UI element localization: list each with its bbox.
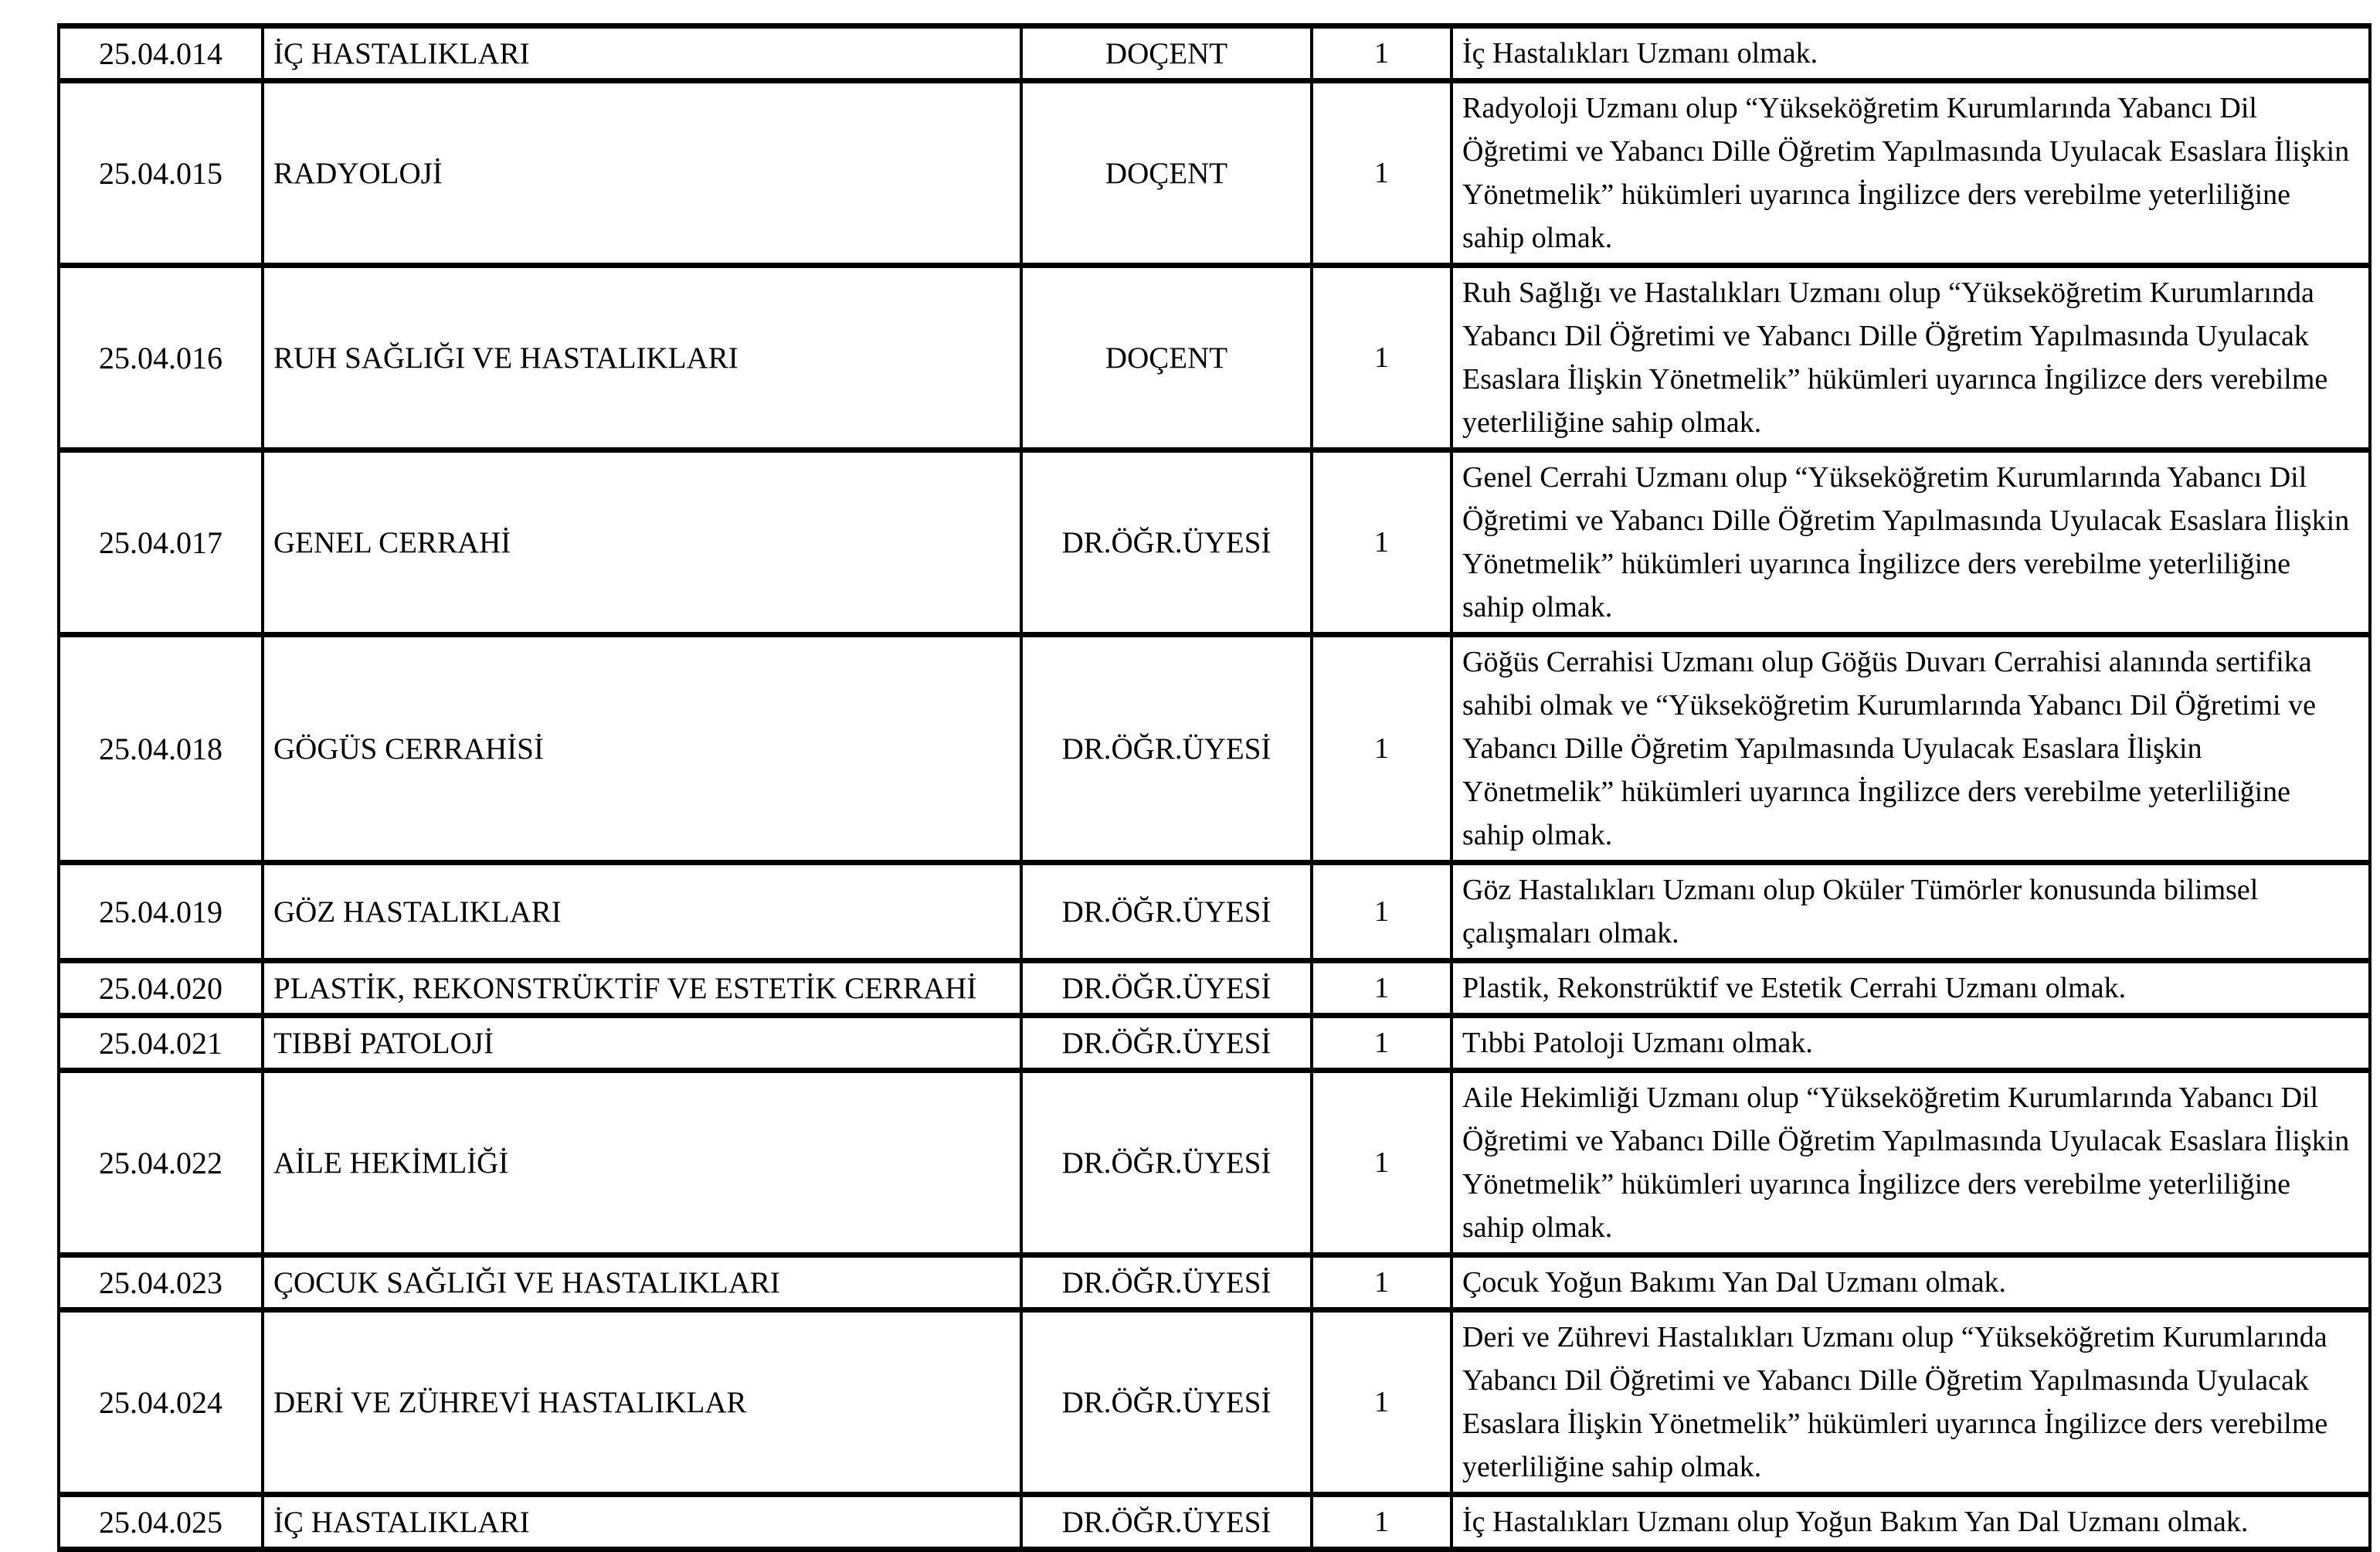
title-cell: DOÇENT (1021, 266, 1312, 450)
requirement-cell: Tıbbi Patoloji Uzmanı olmak. (1451, 1016, 2370, 1071)
code-cell: 25.04.024 (59, 1310, 263, 1495)
table-row (59, 1016, 2370, 1071)
table-row (59, 81, 2370, 266)
table-row (59, 1495, 2370, 1550)
code-cell: 25.04.023 (59, 1255, 263, 1310)
table-row (59, 1255, 2370, 1310)
code-cell: 25.04.018 (59, 635, 263, 863)
table-row (59, 961, 2370, 1016)
requirement-cell: Çocuk Yoğun Bakımı Yan Dal Uzmanı olmak. (1451, 1255, 2370, 1310)
department-cell: PLASTİK, REKONSTRÜKTİF VE ESTETİK CERRAHİ (263, 961, 1021, 1016)
department-cell: GENEL CERRAHİ (263, 450, 1021, 635)
title-cell: DR.ÖĞR.ÜYESİ (1021, 1071, 1312, 1255)
department-cell: DERİ VE ZÜHREVİ HASTALIKLAR (263, 1310, 1021, 1495)
requirement-cell: Göz Hastalıkları Uzmanı olup Oküler Tümörler konusunda bilimsel çalışmaları olmak. (1451, 863, 2370, 961)
department-cell: TIBBİ PATOLOJİ (263, 1016, 1021, 1071)
quota-cell: 1 (1312, 1016, 1451, 1071)
title-cell: DR.ÖĞR.ÜYESİ (1021, 450, 1312, 635)
quota-cell: 1 (1312, 26, 1451, 81)
department-cell: RUH SAĞLIĞI VE HASTALIKLARI (263, 266, 1021, 450)
quota-cell: 1 (1312, 266, 1451, 450)
table-row (59, 266, 2370, 450)
table-body (59, 26, 2370, 1550)
table-row (59, 863, 2370, 961)
requirement-cell: Ruh Sağlığı ve Hastalıkları Uzmanı olup “Yükseköğretim Kurumlarında Yabancı Dil Öğretimi ve Yabancı Dille Öğretim Yapılmasında Uyulacak Esaslara İlişkin Yönetmelik” hükümleri uyarınca İngilizce ders verebilme yeterliliğine sahip olmak. (1451, 266, 2370, 450)
code-cell: 25.04.020 (59, 961, 263, 1016)
code-cell: 25.04.017 (59, 450, 263, 635)
title-cell: DOÇENT (1021, 81, 1312, 266)
title-cell: DR.ÖĞR.ÜYESİ (1021, 961, 1312, 1016)
code-cell: 25.04.019 (59, 863, 263, 961)
requirement-cell: Plastik, Rekonstrüktif ve Estetik Cerrahi Uzmanı olmak. (1451, 961, 2370, 1016)
quota-cell: 1 (1312, 81, 1451, 266)
requirement-cell: Deri ve Zührevi Hastalıkları Uzmanı olup “Yükseköğretim Kurumlarında Yabancı Dil Öğretimi ve Yabancı Dille Öğretim Yapılmasında Uyulacak Esaslara İlişkin Yönetmelik” hükümleri uyarınca İngilizce ders verebilme yeterliliğine sahip olmak. (1451, 1310, 2370, 1495)
requirement-cell: Aile Hekimliği Uzmanı olup “Yükseköğretim Kurumlarında Yabancı Dil Öğretimi ve Yabancı Dille Öğretim Yapılmasında Uyulacak Esaslara İlişkin Yönetmelik” hükümleri uyarınca İngilizce ders verebilme yeterliliğine sahip olmak. (1451, 1071, 2370, 1255)
quota-cell: 1 (1312, 1310, 1451, 1495)
requirement-cell: İç Hastalıkları Uzmanı olup Yoğun Bakım Yan Dal Uzmanı olmak. (1451, 1495, 2370, 1550)
quota-cell: 1 (1312, 863, 1451, 961)
title-cell: DR.ÖĞR.ÜYESİ (1021, 1255, 1312, 1310)
department-cell: İÇ HASTALIKLARI (263, 1495, 1021, 1550)
title-cell: DR.ÖĞR.ÜYESİ (1021, 635, 1312, 863)
table-row (59, 26, 2370, 81)
title-cell: DR.ÖĞR.ÜYESİ (1021, 1495, 1312, 1550)
code-cell: 25.04.021 (59, 1016, 263, 1071)
title-cell: DR.ÖĞR.ÜYESİ (1021, 1310, 1312, 1495)
department-cell: GÖGÜS CERRAHİSİ (263, 635, 1021, 863)
academic-positions-table (57, 23, 2372, 1552)
title-cell: DR.ÖĞR.ÜYESİ (1021, 1016, 1312, 1071)
requirement-cell: Radyoloji Uzmanı olup “Yükseköğretim Kurumlarında Yabancı Dil Öğretimi ve Yabancı Dille Öğretim Yapılmasında Uyulacak Esaslara İlişkin Yönetmelik” hükümleri uyarınca İngilizce ders verebilme yeterliliğine sahip olmak. (1451, 81, 2370, 266)
quota-cell: 1 (1312, 1495, 1451, 1550)
title-cell: DR.ÖĞR.ÜYESİ (1021, 863, 1312, 961)
code-cell: 25.04.025 (59, 1495, 263, 1550)
code-cell: 25.04.022 (59, 1071, 263, 1255)
code-cell: 25.04.014 (59, 26, 263, 81)
department-cell: GÖZ HASTALIKLARI (263, 863, 1021, 961)
quota-cell: 1 (1312, 1071, 1451, 1255)
table-row (59, 1071, 2370, 1255)
department-cell: AİLE HEKİMLİĞİ (263, 1071, 1021, 1255)
quota-cell: 1 (1312, 450, 1451, 635)
requirement-cell: İç Hastalıkları Uzmanı olmak. (1451, 26, 2370, 81)
code-cell: 25.04.016 (59, 266, 263, 450)
department-cell: ÇOCUK SAĞLIĞI VE HASTALIKLARI (263, 1255, 1021, 1310)
department-cell: İÇ HASTALIKLARI (263, 26, 1021, 81)
table-row (59, 450, 2370, 635)
table-row (59, 1310, 2370, 1495)
requirement-cell: Göğüs Cerrahisi Uzmanı olup Göğüs Duvarı Cerrahisi alanında sertifika sahibi olmak ve “Yükseköğretim Kurumlarında Yabancı Dil Öğretimi ve Yabancı Dille Öğretim Yapılmasında Uyulacak Esaslara İlişkin Yönetmelik” hükümleri uyarınca İngilizce ders verebilme yeterliliğine sahip olmak. (1451, 635, 2370, 863)
title-cell: DOÇENT (1021, 26, 1312, 81)
quota-cell: 1 (1312, 635, 1451, 863)
quota-cell: 1 (1312, 1255, 1451, 1310)
requirement-cell: Genel Cerrahi Uzmanı olup “Yükseköğretim Kurumlarında Yabancı Dil Öğretimi ve Yabancı Dille Öğretim Yapılmasında Uyulacak Esaslara İlişkin Yönetmelik” hükümleri uyarınca İngilizce ders verebilme yeterliliğine sahip olmak. (1451, 450, 2370, 635)
quota-cell: 1 (1312, 961, 1451, 1016)
table-row (59, 635, 2370, 863)
code-cell: 25.04.015 (59, 81, 263, 266)
department-cell: RADYOLOJİ (263, 81, 1021, 266)
